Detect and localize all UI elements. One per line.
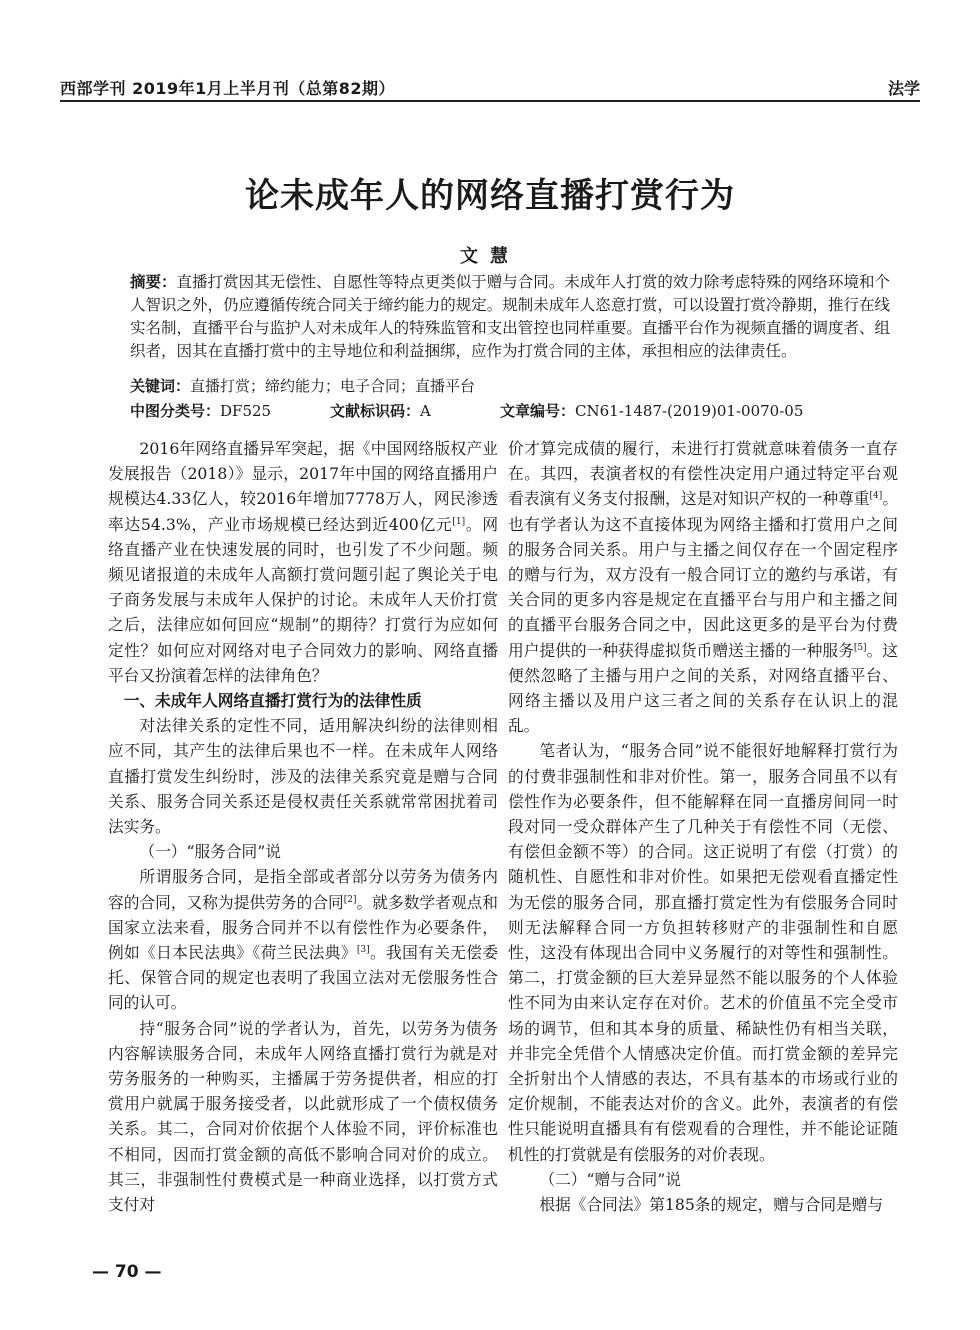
keywords — [130, 375, 890, 397]
abstract-label: 摘要： — [130, 273, 177, 291]
paragraph: 根据《合同法》第185条的规定，赠与合同是赠与 — [539, 1195, 884, 1215]
subsection-heading: （二）“赠与合同”说 — [539, 1169, 681, 1189]
text-run: 2016年网络直播异军突起，据《中国网络版权产业发展报告（2018）》显示，2017年中国的网络直播用户规模达4.33亿人，较2016年增加7778万人，网民渗透率达54.3%，产业市场规模已经达到近400亿元 — [108, 439, 498, 534]
paragraph: 笔者认为，“服务合同”说不能很好地解释打赏行为的付费非强制性和非对价性。第一，服务合同虽不以有偿性作为必要条件，但不能解释在同一直播房间同一时段对同一受众群体产生了几种关于有偿性不同（无偿、有偿但金额不等）的合同。这正说明了有偿（打赏）的随机性、自愿性和非对价性。如果把无偿观看直播定性为无偿的服务合同，那直播打赏定性为有偿服务合同时则无法解释合同一方负担转移财产的非强制性和自愿性，这没有体现出合同中义务履行的对等性和强制性。第二，打赏金额的巨大差异显然不能以服务的个人体验性不同为由来认定存在对价。艺术的价值虽不完全受市场的调节，但和其本身的质量、稀缺性仍有相当关联，并非完全凭借个人情感决定价值。而打赏金额的差异完全折射出个人情感的表达，不具有基本的市场或行业的定价规制，不能表达对价的含义。此外，表演者的有偿性只能说明直播具有有偿观看的合理性，并不能论证随机性的打赏就是有偿服务的对价表现。 — [508, 741, 898, 1164]
keywords-text: 直播打赏；缔约能力；电子合同；直播平台 — [190, 377, 476, 395]
citation-ref: [2] — [343, 894, 357, 905]
subsection-heading: （一）“服务合同”说 — [139, 842, 281, 862]
running-header — [60, 76, 920, 102]
citation-ref: [5] — [853, 642, 867, 653]
citation-ref: [3] — [356, 944, 370, 955]
text-run: 价才算完成债的履行，未进行打赏就意味着债务一直存在。其四，表演者权的有偿性决定用户通过特定平台观看表演有义务支付报酬，这是对知识产权的一种尊重 — [508, 439, 898, 509]
citation-ref: [4] — [869, 491, 883, 502]
text-run: 。我国有关无偿委托、保管合同的规定也表明了我国立法对无偿服务性合同的认可。 — [108, 943, 499, 1013]
abstract — [130, 271, 890, 363]
paragraph — [108, 436, 498, 688]
text-run: 所谓服务合同，是指全部或者部分以劳务为债务内容的合同，又称为提供劳务的合同 — [108, 867, 498, 912]
clc-label: 中图分类号： — [130, 402, 221, 420]
text-run: 。也有学者认为这不直接体现为网络主播和打赏用户之间的服务合同关系。用户与主播之间仅存在一个固定程序的赠与行为，双方没有一般合同订立的邀约与承诺，有关合同的更多内容是规定在直播平台与用户和主播之间的直播平台服务合同之中，因此这更多的是平台为付费用户提供的一种获得虚拟货币赠送主播的一种服务 — [508, 489, 898, 660]
article-number-value: CN61-1487-(2019)01-0070-05 — [575, 402, 804, 420]
clc-value: DF525 — [220, 402, 272, 420]
section-heading: 一、未成年人网络直播打赏行为的法律性质 — [123, 691, 422, 711]
clc-number — [130, 400, 271, 421]
paragraph: 持“服务合同”说的学者认为，首先，以劳务为债务内容解读服务合同，未成年人网络直播打赏行为就是对劳务服务的一种购买，主播属于劳务提供者，相应的打赏用户就属于服务接受者，以此就形成了一个债权债务关系。其二，合同对价依据个人体验不同，评价标准也不相同，因而打赏金额的高低不影响合同对价的成立。其三，非强制性付费模式是一种商业选择，以打赏方式支付对 — [108, 1018, 498, 1215]
article-number — [500, 400, 803, 421]
journal-issue-line: 西部学刊 2019年1月上半月刊（总第82期） — [60, 79, 396, 98]
doc-code-label: 文献标识码： — [330, 402, 421, 420]
text-run: 。就多数学者观点和国家立法来看，服务合同并不以有偿性作为必要条件，例如《日本民法典》《荷兰民法典》 — [108, 892, 498, 963]
article-number-label: 文章编号： — [500, 402, 576, 420]
header-rule — [60, 100, 920, 102]
page-number: — 70 — — [92, 1262, 162, 1282]
paragraph: 对法律关系的定性不同，适用解决纠纷的法律则相应不同，其产生的法律后果也不一样。在未成年人网络直播打赏发生纠纷时，涉及的法律关系究竟是赠与合同关系、服务合同关系还是侵权责任关系就常常困扰着司法实务。 — [108, 716, 498, 837]
text-run: 。网络直播产业在快速发展的同时，也引发了不少问题。频频见诸报道的未成年人高额打赏问题引起了舆论关于电子商务发展与未成年人保护的讨论。未成年人天价打赏之后，法律应如何回应“规制”的期待？打赏行为应如何定性？如何应对网络对电子合同效力的影响、网络直播平台又扮演着怎样的法律角色？ — [108, 514, 499, 685]
article-title: 论未成年人的网络直播打赏行为 — [245, 176, 735, 216]
paragraph — [508, 436, 898, 738]
keywords-label: 关键词： — [130, 377, 191, 395]
right-column — [508, 436, 898, 1217]
citation-ref: [1] — [452, 516, 466, 527]
abstract-text: 直播打赏因其无偿性、自愿性等特点更类似于赠与合同。未成年人打赏的效力除考虑特殊的网络环境和个人智识之外，仍应遵循传统合同关于缔约能力的规定。规制未成年人恣意打赏，可以设置打赏冷静期，推行在线实名制，直播平台与监护人对未成年人的特殊监管和支出管控也同样重要。直播平台作为视频直播的调度者、组织者，因其在直播打赏中的主导地位和利益捆绑，应作为打赏合同的主体，承担相应的法律责任。 — [130, 273, 890, 360]
left-column — [108, 436, 498, 1217]
text-run: 。这便然忽略了主播与用户之间的关系，对网络直播平台、网络主播以及用户这三者之间的关系存在认识上的混乱。 — [508, 640, 898, 736]
section-name: 法学 — [887, 79, 920, 98]
doc-code-value: A — [420, 402, 431, 420]
author-name: 文慧 — [460, 246, 520, 267]
document-code — [330, 400, 431, 421]
paragraph — [108, 864, 498, 1015]
